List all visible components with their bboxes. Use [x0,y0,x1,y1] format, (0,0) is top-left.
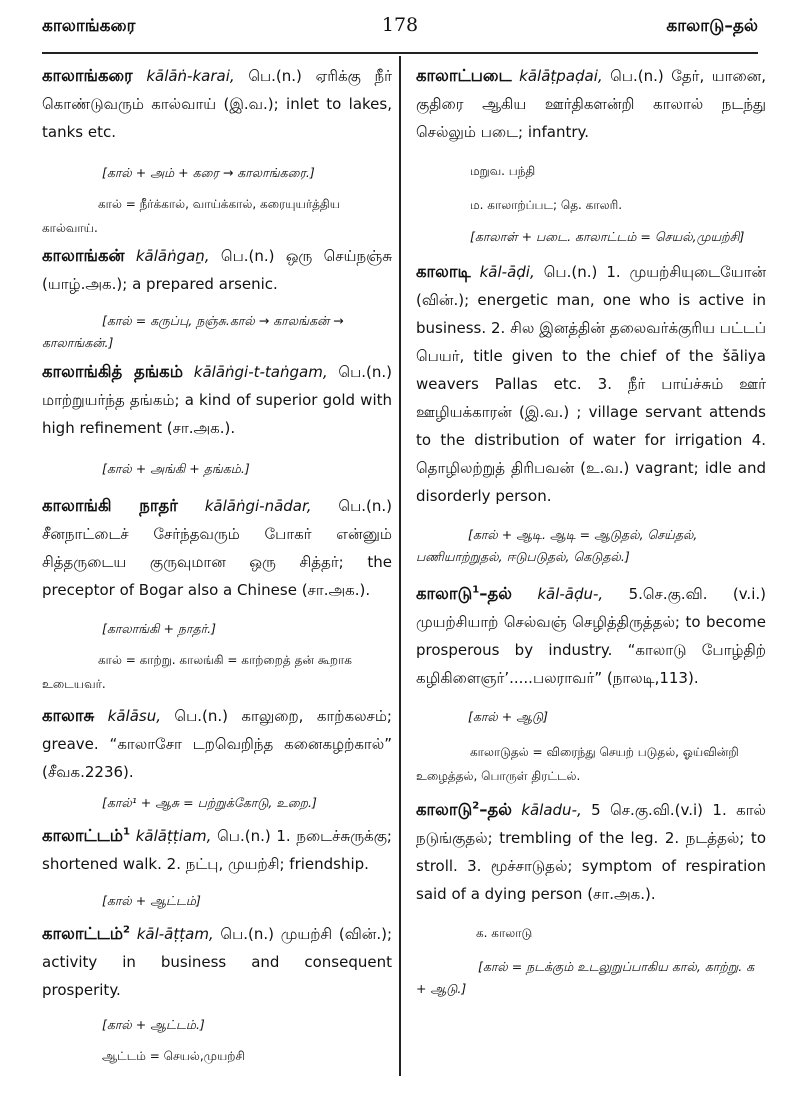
etymology: [காலாள் + படை. காலாட்டம் = செயல்,முயற்சி] [470,229,745,244]
cognates-note: ம. காலாற்ப்பட; தெ. காலரி. [470,198,623,212]
note: கால் = நீர்க்கால், வாய்க்கால், கரையுயர்த்திய கால்வாய். [42,197,341,235]
entry-kaladi [416,258,766,510]
note: கால் = காற்று. காலங்கி = காற்றைத் தன் கூறாக உடையவர். [42,653,352,691]
right-column [416,60,766,1000]
transliteration: kālāsu, [107,707,161,725]
etymology: [கால் + ஆட்டம்.] [102,1017,205,1032]
column-divider [399,56,401,1076]
definition: பெ.(n.) மாற்றுயர்ந்த தங்கம்; a kind of superior gold with high refinement (சா.அக.). [42,363,392,437]
entry-kalasu [42,702,392,786]
etymology: [கால் = கருப்பு, நஞ்சு.கால் → காலங்கன் → காலாங்கன்.] [42,313,344,350]
transliteration: kālāṅgi-t-taṅgam, [193,363,328,381]
etymology: [காலாங்கி + நாதர்.] [102,621,216,636]
headword: காலாங்கி நாதர் [42,496,178,515]
definition: பெ.(n.) 1. நடைச்சுருக்கு; shortened walk. 2. நட்பு, முயற்சி; friendship. [42,827,392,873]
headword: காலாட்டம்$^2$ [42,924,131,943]
etymology: [கால் + ஆடு] [468,709,549,724]
headword: காலாங்கரை [42,66,133,85]
headword: காலாட்டம்$^1$ [42,826,131,845]
entry-kalanki-nathar [42,492,392,604]
synonym-note: மறுவ. பந்தி [470,164,536,178]
headword: காலாட்படை [416,66,512,85]
headword: காலாங்கன் [42,246,125,265]
entry-kalankan [42,242,392,298]
definition: பெ.(n.) காலுறை, காற்கலசம்; greave. “காலாசோ டறவெறிந்த கனைகழற்கால்” (சீவக.2236). [42,707,392,781]
etymology: [கால் + அம் + கரை → காலாங்கரை.] [102,165,315,180]
transliteration: kālāṅ-karai, [146,67,235,85]
page-number: 178 [381,14,419,36]
entry-kalatpadai [416,62,766,146]
definition: பெ.(n.) ஒரு செய்நஞ்சு (யாழ்.அக.); a prepared arsenic. [42,247,392,293]
headword: காலாடி [416,262,471,281]
transliteration: kāl-āḍi, [479,263,535,281]
transliteration: kālāṅgaṉ, [135,247,210,265]
entry-kalattam-1 [42,822,392,878]
transliteration: kāl-āḍu-, [537,585,604,603]
definition: பெ.(n.) முயற்சி (வின்.); activity in business and consequent prosperity. [42,925,392,999]
etymology: [கால் + அங்கி + தங்கம்.] [102,461,250,476]
definition: பெ.(n.) தேர், யானை, குதிரை ஆகிய ஊர்திகளன்றி காலால் நடந்து செல்லும் படை; infantry. [416,67,766,141]
header-rule [42,52,758,54]
definition: பெ.(n.) சீனநாட்டைச் சேர்ந்தவரும் போகர் என்னும் சித்தருடைய குருவுமான ஒரு சித்தர்; the preceptor of Bogar also a Chinese (சா.அக.). [42,497,392,599]
definition: 5 செ.கு.வி.(v.i) 1. கால் நடுங்குதல்; trembling of the leg. 2. நடத்தல்; to stroll. 3. மூச்சாடுதல்; symptom of respiration said of a dying person (சா.அக.). [416,801,766,903]
entry-kalankarai [42,62,392,146]
headword: காலாசு [42,706,95,725]
header-right-guideword: காலாடு–தல் [666,16,758,36]
entry-kalankit-tankam [42,358,392,442]
transliteration: kāl-āṭṭam, [136,925,214,943]
transliteration: kālāṭṭiam, [135,827,212,845]
headword: காலாடு$^2$–தல் [416,800,512,819]
etymology: [கால் + ஆடி. ஆடி = ஆடுதல், செய்தல், பணியாற்றுதல், ஈடுபடுதல், கெடுதல்.] [416,527,698,564]
definition: 5.செ.கு.வி. (v.i.) முயற்சியாற் செல்வஞ் செழித்திருத்தல்; to become prosperous by industry. “காலாடு போழ்திற் கழிகிளைஞர்’.....பலராவர்” (நாலடி,113). [416,585,766,687]
header-left-guideword: காலாங்கரை [42,16,136,36]
definition: பெ.(n.) ஏரிக்கு நீர் கொண்டுவரும் கால்வாய் (இ.வ.); inlet to lakes, tanks etc. [42,67,392,141]
entry-kaladu-1 [416,580,766,692]
note: காலாடுதல் = விரைந்து செயற் படுதல், ஓய்வின்றி உழைத்தல், பொருள் திரட்டல். [416,745,739,783]
transliteration: kālāṭpaḍai, [519,67,603,85]
headword: காலாங்கித் தங்கம் [42,362,183,381]
entry-kaladu-2 [416,796,766,908]
transliteration: kālāṅgi-nādar, [204,497,312,515]
etymology: [கால் + ஆட்டம்] [102,893,201,908]
left-column [42,60,392,1068]
etymology: [கால் = நடக்கும் உடலுறுப்பாகிய கால், காற்று. க + ஆடு.] [416,959,755,996]
note: ஆட்டம் = செயல்,முயற்சி [102,1049,245,1063]
etymology: [கால்¹ + ஆசு = பற்றுக்கோடு, உறை.] [102,795,317,810]
definition: பெ.(n.) 1. முயற்சியுடையோன் (வின்.); energetic man, one who is active in business. 2. சில இனத்தின் தலைவர்க்குரிய பட்டப் பெயர், title given to the chief of the šāliya weavers Pallas etc. 3. நீர் பாய்ச்சும் ஊர் ஊழியக்காரன் (இ.வ.) ; village servant attends to the distribution of water for irrigation 4. தொழிலற்றுத் திரிபவன் (உ.வ.) vagrant; idle and disorderly person. [416,263,766,505]
entry-kalattam-2 [42,920,392,1004]
transliteration: kāladu-, [521,801,582,819]
cognates-note: க. காலாடு [476,926,533,940]
page-header [42,8,758,48]
headword: காலாடு$^1$–தல் [416,584,512,603]
